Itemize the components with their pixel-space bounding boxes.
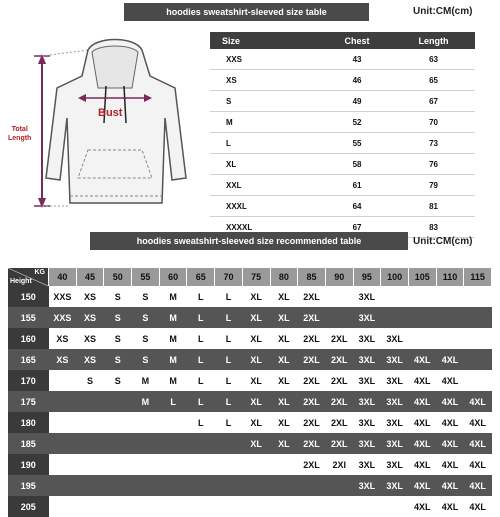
size-recommendation-cell: [159, 475, 187, 496]
size-recommendation-cell: XL: [242, 349, 270, 370]
size-recommendation-cell: XS: [76, 286, 104, 307]
size-recommendation-cell: [76, 496, 104, 517]
size-recommendation-cell: [215, 433, 243, 454]
size-recommendation-cell: 3XL: [353, 328, 381, 349]
height-cell: 170: [8, 370, 49, 391]
size-recommendation-cell: 3XL: [353, 370, 381, 391]
size-recommendation-cell: XXS: [49, 286, 77, 307]
size-row: [210, 49, 475, 70]
size-recommendation-cell: L: [215, 307, 243, 328]
size-recommendation-cell: XL: [242, 286, 270, 307]
size-row: [210, 196, 475, 217]
size-recommendation-cell: 3XL: [353, 475, 381, 496]
size-recommendation-cell: [464, 328, 492, 349]
size-table: [210, 32, 475, 238]
chest-cell: 64: [322, 196, 392, 217]
chest-cell: 46: [322, 70, 392, 91]
recommended-table-unit: Unit:CM(cm): [413, 236, 473, 247]
size-recommendation-cell: [464, 349, 492, 370]
height-row: [8, 349, 492, 370]
size-cell: S: [210, 91, 322, 112]
height-cell: 205: [8, 496, 49, 517]
size-recommendation-cell: [159, 433, 187, 454]
size-recommendation-cell: [49, 391, 77, 412]
chest-cell: 67: [322, 217, 392, 238]
weight-header-cell: 115: [464, 268, 492, 286]
size-recommendation-cell: [132, 496, 160, 517]
size-recommendation-cell: 2XL: [298, 307, 326, 328]
size-cell: XXXL: [210, 196, 322, 217]
size-recommendation-cell: [325, 496, 353, 517]
size-recommendation-cell: [408, 307, 436, 328]
size-recommendation-cell: [381, 307, 409, 328]
size-recommendation-cell: [49, 433, 77, 454]
chest-cell: 58: [322, 154, 392, 175]
size-recommendation-cell: 3XL: [381, 349, 409, 370]
size-recommendation-cell: [104, 454, 132, 475]
size-recommendation-cell: XS: [76, 349, 104, 370]
height-cell: 155: [8, 307, 49, 328]
size-recommendation-cell: 4XL: [464, 391, 492, 412]
size-recommendation-cell: [436, 286, 464, 307]
height-row: [8, 475, 492, 496]
size-recommendation-cell: [353, 496, 381, 517]
length-cell: 73: [392, 133, 475, 154]
size-recommendation-cell: L: [187, 349, 215, 370]
size-recommendation-cell: XL: [270, 391, 298, 412]
size-recommendation-cell: [215, 475, 243, 496]
size-recommendation-cell: XL: [242, 370, 270, 391]
size-recommendation-cell: XL: [242, 307, 270, 328]
size-recommendation-cell: L: [187, 391, 215, 412]
size-recommendation-cell: S: [104, 370, 132, 391]
size-recommendation-cell: [270, 475, 298, 496]
size-recommendation-cell: 4XL: [408, 391, 436, 412]
size-recommendation-cell: S: [132, 328, 160, 349]
weight-header-cell: 45: [76, 268, 104, 286]
size-recommendation-cell: [464, 286, 492, 307]
size-recommendation-cell: [49, 496, 77, 517]
size-recommendation-cell: 4XL: [408, 454, 436, 475]
size-recommendation-cell: XL: [270, 286, 298, 307]
size-cell: XXL: [210, 175, 322, 196]
size-table-header: [210, 32, 475, 49]
size-recommendation-cell: M: [159, 286, 187, 307]
size-recommendation-cell: S: [132, 286, 160, 307]
size-recommendation-cell: 4XL: [408, 370, 436, 391]
size-recommendation-cell: [187, 496, 215, 517]
bust-label: Bust: [98, 107, 123, 119]
weight-header-cell: 80: [270, 268, 298, 286]
recommended-table-banner: hoodies sweatshirt-sleeved size recommended table: [90, 232, 408, 250]
length-cell: 65: [392, 70, 475, 91]
size-recommendation-cell: 2XL: [298, 391, 326, 412]
size-recommendation-cell: [436, 328, 464, 349]
size-recommendation-cell: [242, 454, 270, 475]
length-cell: 67: [392, 91, 475, 112]
height-cell: 190: [8, 454, 49, 475]
size-cell: XXS: [210, 49, 322, 70]
size-recommendation-cell: L: [215, 391, 243, 412]
size-recommendation-cell: [325, 286, 353, 307]
size-recommendation-cell: 4XL: [436, 433, 464, 454]
hoodie-diagram: [0, 28, 205, 218]
size-recommendation-cell: S: [104, 349, 132, 370]
length-cell: 70: [392, 112, 475, 133]
size-recommendation-cell: [104, 391, 132, 412]
size-recommendation-cell: 4XL: [436, 370, 464, 391]
size-recommendation-cell: [132, 454, 160, 475]
size-recommendation-cell: 3XL: [381, 475, 409, 496]
size-recommendation-cell: M: [132, 370, 160, 391]
height-cell: 185: [8, 433, 49, 454]
size-recommendation-cell: [159, 496, 187, 517]
size-recommendation-cell: 2XI: [325, 454, 353, 475]
weight-header-cell: 105: [408, 268, 436, 286]
height-row: [8, 370, 492, 391]
size-recommendation-cell: L: [187, 286, 215, 307]
size-recommendation-cell: L: [215, 328, 243, 349]
weight-header-row: [8, 268, 492, 286]
size-recommendation-cell: [242, 496, 270, 517]
size-recommendation-cell: 4XL: [464, 496, 492, 517]
size-recommendation-cell: 2XL: [298, 433, 326, 454]
chest-cell: 43: [322, 49, 392, 70]
size-recommendation-cell: [76, 454, 104, 475]
size-recommendation-cell: 4XL: [436, 496, 464, 517]
size-recommendation-cell: [49, 454, 77, 475]
size-recommendation-cell: 2XL: [298, 349, 326, 370]
height-cell: 175: [8, 391, 49, 412]
size-recommendation-cell: 4XL: [464, 433, 492, 454]
size-cell: XL: [210, 154, 322, 175]
size-recommendation-cell: [325, 307, 353, 328]
size-recommendation-cell: [187, 475, 215, 496]
size-recommendation-cell: [76, 433, 104, 454]
size-recommendation-cell: 3XL: [353, 349, 381, 370]
size-recommendation-cell: 3XL: [353, 433, 381, 454]
height-cell: 150: [8, 286, 49, 307]
height-row: [8, 286, 492, 307]
size-recommendation-cell: [298, 496, 326, 517]
size-recommendation-cell: S: [104, 328, 132, 349]
size-recommendation-cell: 3XL: [381, 454, 409, 475]
header-size: Size: [210, 32, 322, 49]
size-recommendation-cell: XL: [242, 412, 270, 433]
size-row: [210, 112, 475, 133]
weight-header-cell: 95: [353, 268, 381, 286]
length-cell: 81: [392, 196, 475, 217]
size-recommendation-cell: L: [187, 370, 215, 391]
size-recommendation-cell: [436, 307, 464, 328]
size-recommendation-cell: 3XL: [353, 286, 381, 307]
size-recommendation-cell: L: [187, 412, 215, 433]
chest-cell: 61: [322, 175, 392, 196]
size-row: [210, 154, 475, 175]
size-recommendation-cell: S: [132, 307, 160, 328]
size-recommendation-cell: [270, 496, 298, 517]
size-recommendation-cell: [215, 496, 243, 517]
size-recommendation-cell: 4XL: [436, 454, 464, 475]
weight-header-cell: 70: [215, 268, 243, 286]
chest-cell: 49: [322, 91, 392, 112]
size-recommendation-cell: 4XL: [408, 412, 436, 433]
size-recommendation-cell: [76, 412, 104, 433]
length-cell: 79: [392, 175, 475, 196]
size-recommendation-cell: 4XL: [408, 433, 436, 454]
size-recommendation-cell: 3XL: [353, 307, 381, 328]
size-recommendation-cell: 2XL: [325, 391, 353, 412]
size-recommendation-cell: L: [215, 349, 243, 370]
size-recommendation-cell: XL: [270, 328, 298, 349]
height-row: [8, 412, 492, 433]
size-recommendation-cell: S: [76, 370, 104, 391]
height-cell: 180: [8, 412, 49, 433]
height-row: [8, 328, 492, 349]
height-row: [8, 454, 492, 475]
height-cell: 195: [8, 475, 49, 496]
weight-header-cell: 65: [187, 268, 215, 286]
size-cell: L: [210, 133, 322, 154]
size-recommendation-cell: XS: [49, 349, 77, 370]
chest-cell: 55: [322, 133, 392, 154]
size-recommendation-cell: 2XL: [325, 328, 353, 349]
height-row: [8, 496, 492, 517]
size-cell: M: [210, 112, 322, 133]
size-recommendation-cell: 3XL: [353, 391, 381, 412]
size-recommendation-cell: XL: [242, 391, 270, 412]
size-recommendation-cell: [49, 412, 77, 433]
size-recommendation-cell: L: [215, 370, 243, 391]
weight-header-cell: 50: [104, 268, 132, 286]
size-table-unit: Unit:CM(cm): [413, 6, 473, 17]
size-recommendation-cell: 3XL: [353, 412, 381, 433]
weight-header-cell: 100: [381, 268, 409, 286]
size-recommendation-cell: [132, 412, 160, 433]
weight-header-cell: 85: [298, 268, 326, 286]
length-cell: 63: [392, 49, 475, 70]
size-recommendation-cell: [381, 496, 409, 517]
size-recommendation-cell: [298, 475, 326, 496]
size-recommendation-cell: 4XL: [464, 412, 492, 433]
size-recommendation-cell: [104, 475, 132, 496]
size-recommendation-cell: [381, 286, 409, 307]
size-recommendation-cell: [464, 370, 492, 391]
weight-header-cell: 90: [325, 268, 353, 286]
size-table-banner: hoodies sweatshirt-sleeved size table: [124, 3, 369, 21]
size-recommendation-cell: 3XL: [381, 433, 409, 454]
size-recommendation-cell: L: [215, 412, 243, 433]
size-cell: XXXXL: [210, 217, 322, 238]
size-recommendation-cell: [132, 433, 160, 454]
size-row: [210, 133, 475, 154]
size-recommendation-cell: 4XL: [408, 349, 436, 370]
header-length: Length: [392, 32, 475, 49]
size-recommendation-cell: [325, 475, 353, 496]
size-recommendation-cell: [408, 328, 436, 349]
size-recommendation-cell: [159, 412, 187, 433]
size-recommendation-cell: 2XL: [298, 286, 326, 307]
size-row: [210, 175, 475, 196]
kg-label: KG: [34, 269, 45, 276]
height-cell: 160: [8, 328, 49, 349]
size-recommendation-cell: XL: [270, 307, 298, 328]
size-recommendation-cell: [159, 454, 187, 475]
size-recommendation-cell: [215, 454, 243, 475]
size-recommendation-cell: M: [159, 328, 187, 349]
size-recommendation-cell: [49, 370, 77, 391]
total-length-label: Total Length: [8, 126, 32, 142]
size-recommendation-cell: 2XL: [325, 349, 353, 370]
size-recommendation-cell: 3XL: [381, 391, 409, 412]
size-recommendation-cell: S: [104, 307, 132, 328]
size-recommendation-cell: [49, 475, 77, 496]
size-row: [210, 70, 475, 91]
size-row: [210, 91, 475, 112]
size-recommendation-cell: L: [159, 391, 187, 412]
size-recommendation-cell: [187, 454, 215, 475]
size-recommendation-cell: [242, 475, 270, 496]
height-label: Height: [10, 278, 32, 285]
size-recommendation-cell: 2XL: [325, 370, 353, 391]
size-recommendation-cell: 2XL: [298, 328, 326, 349]
size-recommendation-cell: S: [132, 349, 160, 370]
size-recommendation-cell: [464, 307, 492, 328]
length-cell: 83: [392, 217, 475, 238]
size-recommendation-cell: [408, 286, 436, 307]
size-recommendation-cell: [187, 433, 215, 454]
size-recommendation-cell: 2XL: [298, 412, 326, 433]
length-cell: 76: [392, 154, 475, 175]
weight-header-cell: 40: [49, 268, 77, 286]
size-recommendation-cell: XS: [76, 328, 104, 349]
size-recommendation-cell: [76, 391, 104, 412]
height-row: [8, 433, 492, 454]
size-recommendation-cell: 3XL: [381, 328, 409, 349]
corner-cell: [8, 268, 49, 286]
size-cell: XS: [210, 70, 322, 91]
size-recommendation-cell: XS: [76, 307, 104, 328]
size-recommendation-cell: M: [159, 307, 187, 328]
size-recommendation-cell: 4XL: [436, 412, 464, 433]
size-recommendation-cell: L: [215, 286, 243, 307]
size-recommendation-cell: 4XL: [436, 475, 464, 496]
height-row: [8, 307, 492, 328]
recommended-table: [8, 268, 492, 517]
size-recommendation-cell: 2XL: [325, 412, 353, 433]
size-recommendation-cell: 4XL: [436, 349, 464, 370]
size-recommendation-cell: 4XL: [408, 475, 436, 496]
size-recommendation-cell: 4XL: [408, 496, 436, 517]
size-recommendation-cell: M: [132, 391, 160, 412]
size-recommendation-cell: XS: [49, 328, 77, 349]
size-recommendation-cell: S: [104, 286, 132, 307]
size-recommendation-cell: [76, 475, 104, 496]
weight-header-cell: 110: [436, 268, 464, 286]
size-recommendation-cell: M: [159, 370, 187, 391]
size-recommendation-cell: [104, 433, 132, 454]
size-recommendation-cell: 2XL: [298, 454, 326, 475]
size-recommendation-cell: 4XL: [436, 391, 464, 412]
size-recommendation-cell: XL: [242, 433, 270, 454]
size-recommendation-cell: 3XL: [381, 370, 409, 391]
size-recommendation-cell: XXS: [49, 307, 77, 328]
size-recommendation-cell: [270, 454, 298, 475]
weight-header-cell: 75: [242, 268, 270, 286]
height-row: [8, 391, 492, 412]
size-recommendation-cell: 2XL: [325, 433, 353, 454]
size-recommendation-cell: [104, 496, 132, 517]
size-recommendation-cell: 3XL: [353, 454, 381, 475]
size-recommendation-cell: L: [187, 307, 215, 328]
size-recommendation-cell: XL: [270, 412, 298, 433]
size-recommendation-cell: XL: [270, 433, 298, 454]
size-recommendation-cell: XL: [242, 328, 270, 349]
size-recommendation-cell: L: [187, 328, 215, 349]
chest-cell: 52: [322, 112, 392, 133]
size-recommendation-cell: M: [159, 349, 187, 370]
size-recommendation-cell: 4XL: [464, 475, 492, 496]
size-recommendation-cell: XL: [270, 370, 298, 391]
size-recommendation-cell: 2XL: [298, 370, 326, 391]
header-chest: Chest: [322, 32, 392, 49]
size-recommendation-cell: 3XL: [381, 412, 409, 433]
size-recommendation-cell: [132, 475, 160, 496]
size-recommendation-cell: [104, 412, 132, 433]
size-recommendation-cell: XL: [270, 349, 298, 370]
height-cell: 165: [8, 349, 49, 370]
weight-header-cell: 60: [159, 268, 187, 286]
weight-header-cell: 55: [132, 268, 160, 286]
size-recommendation-cell: 4XL: [464, 454, 492, 475]
